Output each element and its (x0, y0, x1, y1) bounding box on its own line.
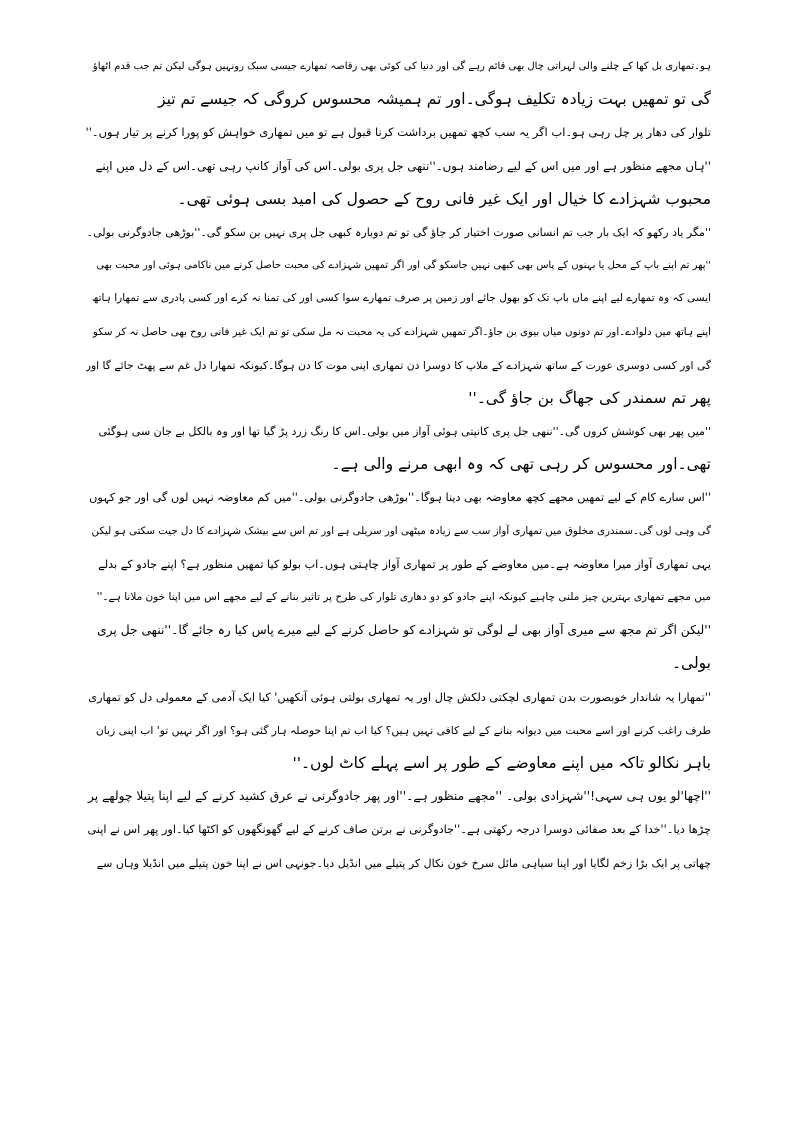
paragraph (86, 481, 711, 614)
text-line: تلوار کی دھار پر چل رہی ہو۔اب اگر یہ سب کچھ تمھیں برداشت کرنا قبول ہے تو میں تمھاری خواہش کو پورا کرنے پر تیار ہوں۔'' (86, 125, 711, 140)
text-line: ''مگر یاد رکھو کہ ایک بار جب تم انسانی صورت اختیار کر جاؤ گی تو تم دوبارہ کبھی جل پری نہیں بن سکو گی۔''بوڑھی جادوگرنی بولی۔ (86, 225, 711, 239)
text-line: گی وہی لوں گی۔سمندری مخلوق میں تمھاری آواز سب سے زیادہ میٹھی اور سریلی ہے اور تم اس سے بیشک شہزادے کا دل جیت سکتی ہو لیکن (91, 524, 711, 537)
text-line: محبوب شہزادے کا خیال اور ایک غیر فانی روح کے حصول کی امید بسی ہوئی تھی۔ (177, 189, 711, 208)
paragraph (86, 780, 711, 880)
text-line: باہر نکالو تاکہ میں اپنے معاوضے کے طور پر اسے پہلے کاٹ لوں۔'' (292, 753, 711, 772)
text-line: پھر تم سمندر کی جھاگ بن جاؤ گی۔'' (468, 388, 711, 407)
paragraph (86, 415, 711, 481)
text-line: یہی تمھاری آواز میرا معاوضہ ہے۔میں معاوضے کے طور پر تمھاری آواز چاہتی ہوں۔اب بولو کیا تمھیں منظور ہے؟ اپنے جادو کے بدلے (98, 557, 711, 571)
text-line: گی تو تمھیں بہت زیادہ تکلیف ہوگی۔اور تم ہمیشہ محسوس کروگی کہ جیسے تم تیز (158, 90, 711, 109)
story-text (86, 50, 711, 880)
text-line: ''تمھارا یہ شاندار خوبصورت بدن تمھاری لچکتی دلکش چال اور یہ تمھاری بولتی ہوئی آنکھیں' کیا ایک آدمی کے معمولی دل کو تمھاری (88, 690, 711, 704)
paragraph (86, 614, 711, 680)
text-line: طرف راغب کرنے اور اسے محبت میں دیوانہ بنانے کے لیے کافی نہیں ہیں؟ کیا اب تم اپنا حوصلہ ہار گئی ہو؟ اور اگر نہیں تو' اب اپنی زبان (95, 723, 711, 737)
paragraph (86, 681, 711, 781)
text-line: ہو۔تمھاری بل کھا کے چلنے والی لہراتی چال بھی قائم رہے گی اور دنیا کی کوئی بھی رقاصہ تمھارے جیسی سبک رونہیں ہوگی لیکن تم جب قدم اٹھاؤ (92, 61, 711, 72)
text-line: تھی۔اور محسوس کر رہی تھی کہ وہ ابھی مرنے والی ہے۔ (331, 455, 711, 474)
text-line: ''ہاں مجھے منظور ہے اور میں اس کے لیے رضامند ہوں۔''ننھی جل پری بولی۔اس کی آواز کانپ رہی تھی۔اس کے دل میں اپنے (95, 158, 711, 173)
text-line: میں مجھے تمھاری بہترین چیز ملنی چاہیے کیونکہ اپنے جادو کو دو دھاری تلوار کی طرح پر تاثیر بنانے کے لیے مجھے اس میں اپنا خون ملانا ہے۔'' (96, 591, 711, 603)
text-line: ''میں پھر بھی کوشش کروں گی۔''ننھی جل پری کانپتی ہوئی آواز میں بولی۔اس کا رنگ زرد پڑ گیا تھا اور وہ بالکل بے جان سی ہوگئی (98, 425, 711, 439)
text-line: اپنے ہاتھ میں دلوادے۔اور تم دونوں میاں بیوی بن جاؤ۔اگر تمھیں شہزادے کی یہ محبت نہ مل سکی تو تم ایک غیر فانی روح بھی حاصل نہ کر سکو (92, 325, 711, 338)
text-line: ''اچھا'لو یوں ہی سہی!''شہزادی بولی۔ ''مجھے منظور ہے۔''اور پھر جادوگرنی نے عرق کشید کرنے کے لیے اپنا پتیلا چولھے پر (87, 789, 711, 804)
text-line: ''لیکن اگر تم مجھ سے میری آواز بھی لے لوگی تو شہزادے کو حاصل کرنے کے لیے میرے پاس کیا رہ جائے گا۔''ننھی جل پری (97, 623, 711, 638)
text-line: گی اور کسی دوسری عورت کے ساتھ شہزادے کے ملاپ کا دوسرا دن تمھاری اپنی موت کا دن ہوگا۔کیونکہ تمھارا دل غم سے پھٹ جائے گا اور (86, 358, 711, 372)
paragraph (86, 50, 711, 150)
text-line: ایسی کہ وہ تمھارے لیے اپنے ماں باپ تک کو بھول جائے اور زمین پر صرف تمھارے سوا کسی اور کی تمنا نہ کرے اور کسی پادری سے تمھارا ہاتھ (92, 292, 711, 305)
text-line: چھاتی پر ایک بڑا زخم لگایا اور اپنا سیاہی مائل سرخ خون نکال کر پتیلے میں انڈیل دیا۔جونہی اس نے اپنا خون پتیلے میں انڈیلا وہاں سے (96, 856, 711, 870)
text-line: ''اس سارے کام کے لیے تمھیں مجھے کچھ معاوضہ بھی دینا ہوگا۔''بوڑھی جادوگرنی بولی۔''میں کم معاوضہ نہیں لوں گی اور جو کہوں (89, 491, 711, 505)
text-line: بولی۔ (671, 654, 711, 673)
paragraph (86, 150, 711, 216)
text-line: چڑھا دیا۔''خدا کے بعد صفائی دوسرا درجہ رکھتی ہے۔''جادوگرنی نے برتن صاف کرنے کے لیے گھونگھوں کو اکٹھا کیا۔اور پھر اس نے اپنی (87, 823, 711, 837)
paragraph (86, 216, 711, 415)
text-line: ''پھر تم اپنے باپ کے محل یا بہنوں کے پاس بھی کبھی نہیں جاسکو گی اور اگر تمھیں شہزادے کی محبت حاصل کرنے میں ناکامی ہوئی اور محبت بھی (96, 260, 711, 272)
